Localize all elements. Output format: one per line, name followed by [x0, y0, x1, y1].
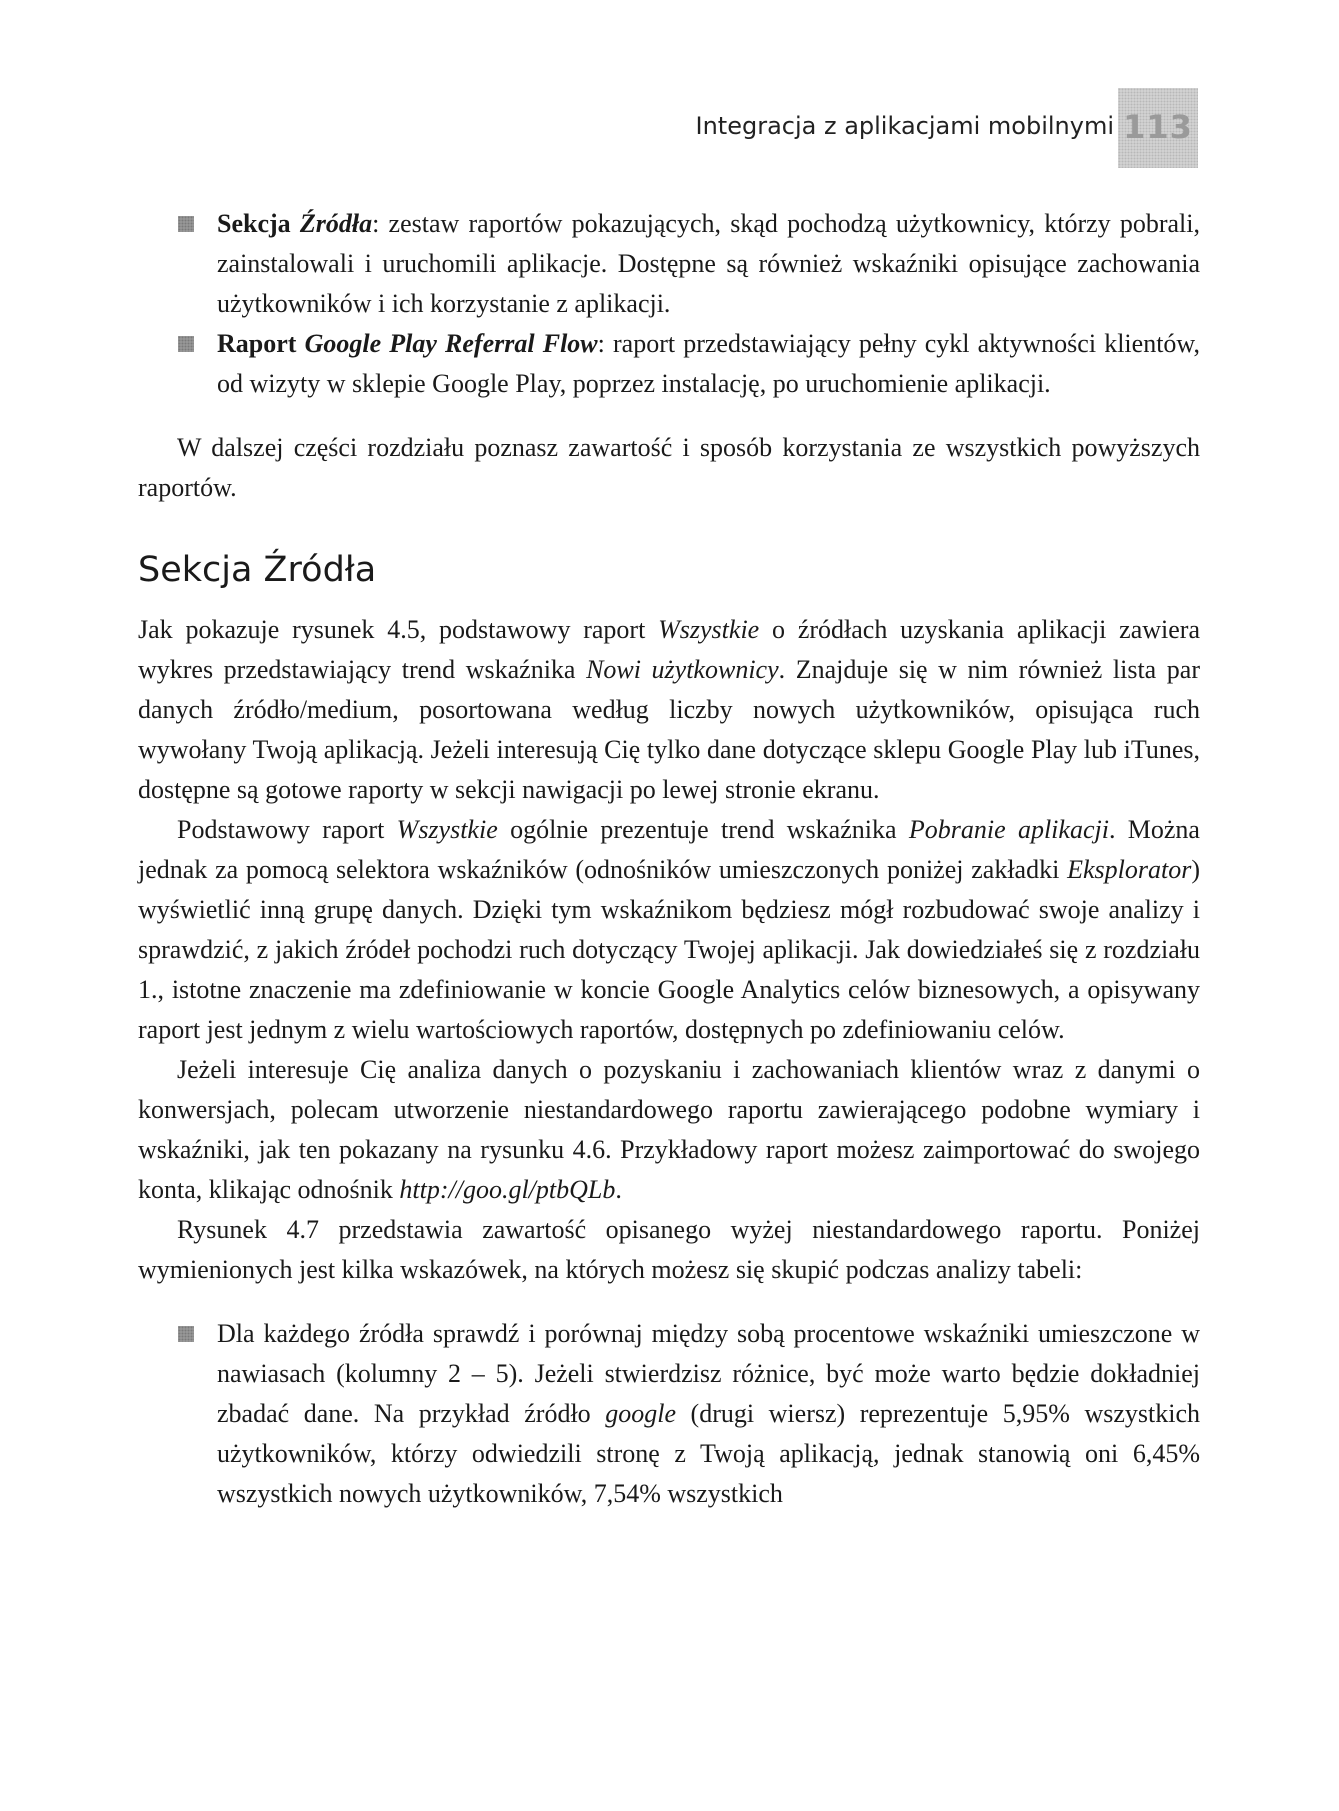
- paragraph: Jak pokazuje rysunek 4.5, podstawowy raport Wszystkie o źródłach uzyskania aplikacji zawiera wykres przedstawiający trend wskaźnika Nowi użytkownicy. Znajduje się w nim również lista par danych źródło/medium, posortowana według liczby nowych użytkowników, opisująca ruch wywołany Twoją aplikacją. Jeżeli interesują Cię tylko dane dotyczące sklepu Google Play lub iTunes, dostępne są gotowe raporty w sekcji nawigacji po lewej stronie ekranu.: [138, 615, 1200, 804]
- running-header: [0, 88, 1339, 168]
- page-number: 113: [1123, 108, 1193, 146]
- report-link[interactable]: http://goo.gl/ptbQLb: [399, 1175, 616, 1204]
- running-title: Integracja z aplikacjami mobilnymi: [695, 112, 1114, 140]
- source-name: google: [605, 1399, 676, 1428]
- square-bullet-icon: [178, 336, 194, 352]
- page-number-box: [1118, 88, 1198, 168]
- term-label: Raport: [217, 329, 297, 358]
- item-description: : zestaw raportów pokazujących, skąd pochodzą użytkownicy, którzy pobrali, zainstalowali i uruchomili aplikacje. Dostępne są również wskaźniki opisujące zachowania użytkowników i ich korzystanie z aplikacji.: [217, 209, 1201, 318]
- page-content: [138, 204, 1200, 1514]
- item-description: : raport przedstawiający pełny cykl aktywności klientów, od wizyty w sklepie Google Play, poprzez instalację, po uruchomienie aplikacji.: [217, 329, 1200, 398]
- paragraph: Rysunek 4.7 przedstawia zawartość opisanego wyżej niestandardowego raportu. Poniżej wymienionych jest kilka wskazówek, na których możesz się skupić podczas analizy tabeli:: [138, 1215, 1200, 1284]
- tab-name: Eksplorator: [1067, 855, 1192, 884]
- term-name: Google Play Referral Flow: [304, 329, 598, 358]
- intro-paragraph: W dalszej części rozdziału poznasz zawartość i sposób korzystania ze wszystkich powyższych raportów.: [138, 433, 1200, 502]
- list-item: [138, 204, 1200, 324]
- list-item: Dla każdego źródła sprawdź i porównaj między sobą procentowe wskaźniki umieszczone w nawiasach (kolumny 2 – 5). Jeżeli stwierdzisz różnice, być może warto będzie dokładniej zbadać dane. Na przykład źródło google (drugi wiersz) reprezentuje 5,95% wszystkich użytkowników, którzy odwiedzili stronę z Twoją aplikacją, jednak stanowią oni 6,45% wszystkich nowych użytkowników, 7,54% wszystkich: [138, 1314, 1200, 1514]
- term-name: Źródła: [299, 209, 373, 238]
- report-name: Wszystkie: [396, 815, 498, 844]
- metric-name: Nowi użytkownicy: [586, 655, 779, 684]
- paragraph: Podstawowy raport Wszystkie ogólnie prezentuje trend wskaźnika Pobranie aplikacji. Można jednak za pomocą selektora wskaźników (odnośników umieszczonych poniżej zakładki Eksplorator) wyświetlić inną grupę danych. Dzięki tym wskaźnikom będziesz mógł rozbudować swoje analizy i sprawdzić, z jakich źródeł pochodzi ruch dotyczący Twojej aplikacji. Jak dowiedziałeś się z rozdziału 1., istotne znaczenie ma zdefiniowanie w koncie Google Analytics celów biznesowych, a opisywany raport jest jednym z wielu wartościowych raportów, dostępnych po zdefiniowaniu celów.: [138, 815, 1200, 1044]
- square-bullet-icon: [178, 1326, 194, 1342]
- metric-name: Pobranie aplikacji: [908, 815, 1109, 844]
- section-heading: Sekcja Źródła: [138, 550, 377, 590]
- term-label: Sekcja: [217, 209, 291, 238]
- tips-list: [138, 1314, 1200, 1514]
- list-item: [138, 324, 1200, 404]
- report-name: Wszystkie: [658, 615, 760, 644]
- paragraph: Jeżeli interesuje Cię analiza danych o pozyskaniu i zachowaniach klientów wraz z danymi o konwersjach, polecam utworzenie niestandardowego raportu zawierającego podobne wymiary i wskaźniki, jak ten pokazany na rysunku 4.6. Przykładowy raport możesz zaimportować do swojego konta, klikając odnośnik http://goo.gl/ptbQLb.: [138, 1055, 1200, 1204]
- report-list: [138, 204, 1200, 404]
- square-bullet-icon: [178, 216, 194, 232]
